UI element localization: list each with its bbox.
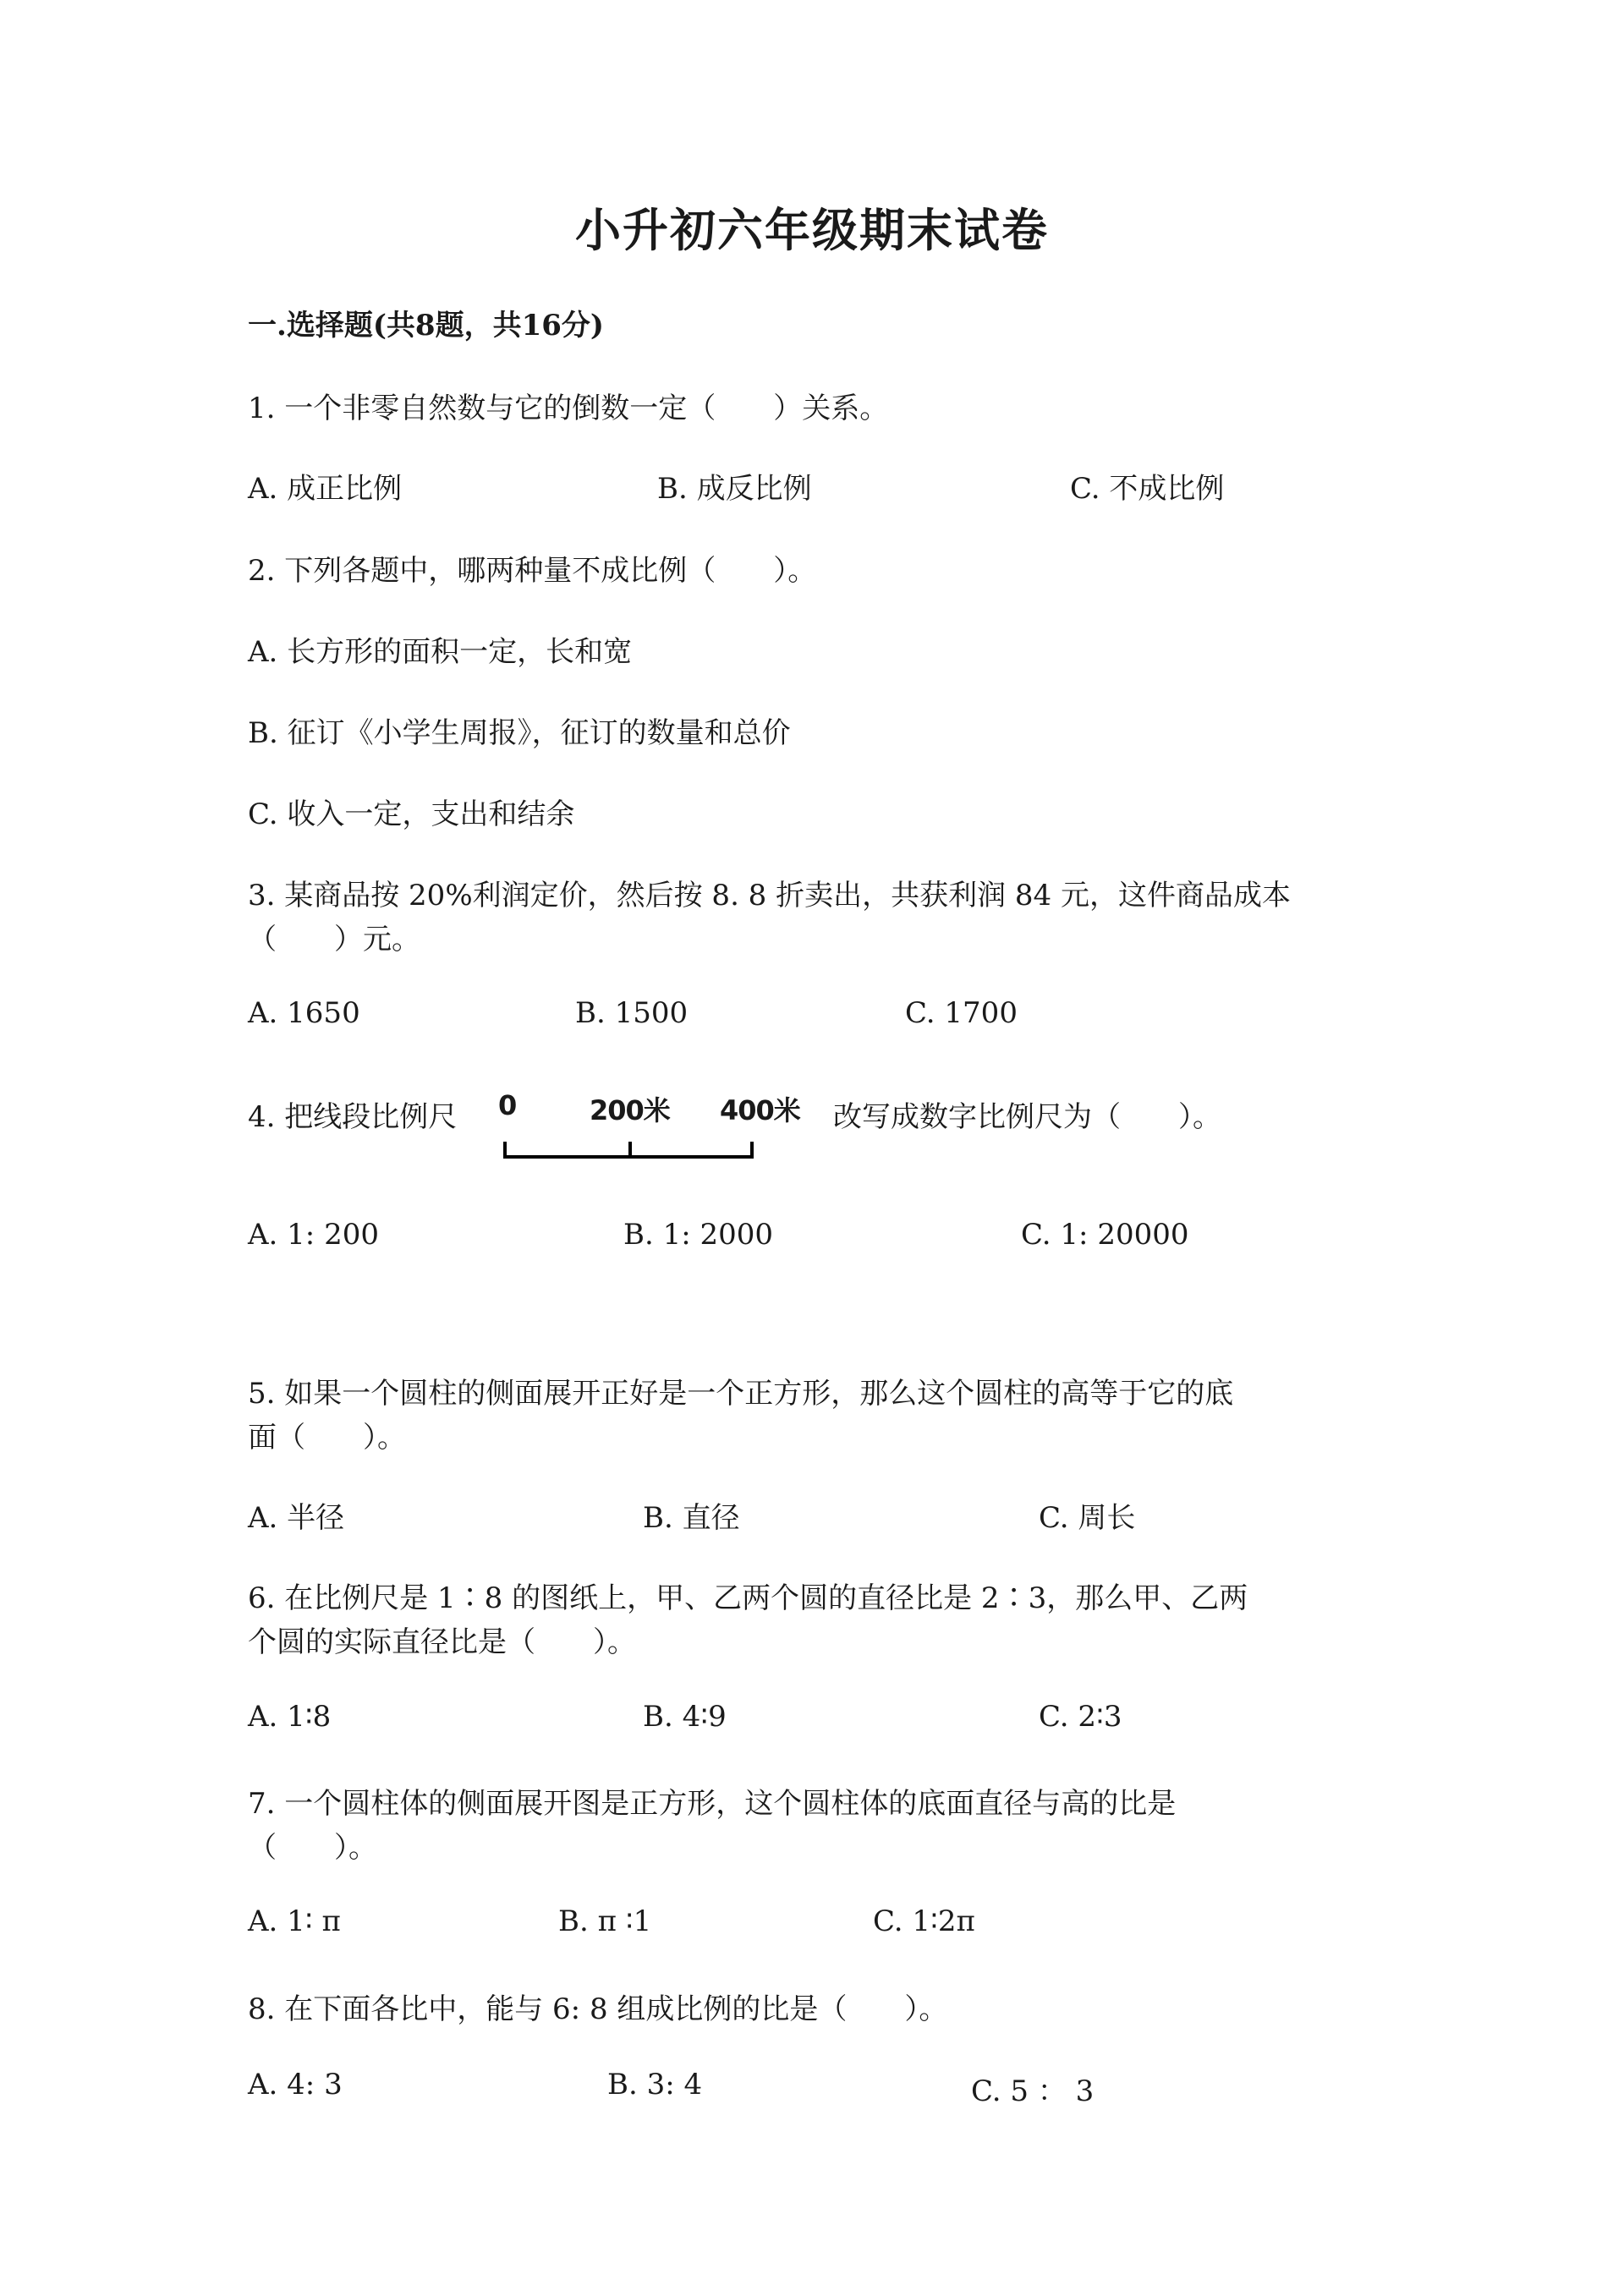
q5-option-a: A. 半径 [248,1501,345,1535]
question-4-suffix: 改写成数字比例尺为（ ）。 [833,1100,1221,1134]
q2-option-c: C. 收入一定，支出和结余 [248,797,575,831]
q1-option-c: C. 不成比例 [1070,472,1225,506]
question-6-line-1: 6. 在比例尺是 1∶8 的图纸上，甲、乙两个圆的直径比是 2∶3，那么甲、乙两 [248,1581,1248,1615]
question-6-line-2: 个圆的实际直径比是（ ）。 [248,1625,636,1659]
q7-option-c: C. 1∶2π [873,1904,975,1938]
question-3-line-1: 3. 某商品按 20%利润定价，然后按 8. 8 折卖出，共获利润 84 元，这件商品成本 [248,879,1291,912]
q2-option-a: A. 长方形的面积一定，长和宽 [248,635,633,669]
question-8: 8. 在下面各比中，能与 6: 8 组成比例的比是（ ）。 [248,1992,948,2026]
scale-label-0: 0 [498,1089,517,1121]
q7-option-b: B. π ∶1 [558,1904,652,1938]
q8-option-a: A. 4: 3 [248,2068,343,2101]
q3-option-a: A. 1650 [248,996,360,1030]
section-heading: 一.选择题(共8题，共16分) [248,309,604,342]
question-2: 2. 下列各题中，哪两种量不成比例（ ）。 [248,554,817,588]
question-5-line-1: 5. 如果一个圆柱的侧面展开正好是一个正方形，那么这个圆柱的高等于它的底 [248,1377,1234,1411]
q7-option-a: A. 1∶ π [248,1904,341,1938]
question-5-line-2: 面（ ）。 [248,1421,406,1455]
question-7-line-2: （ ）。 [248,1831,377,1865]
scale-bar-graphic [495,1089,808,1170]
line-segment-scale [495,1089,808,1170]
question-1: 1. 一个非零自然数与它的倒数一定（ ）关系。 [248,392,889,425]
q5-option-c: C. 周长 [1039,1501,1136,1535]
q3-option-c: C. 1700 [905,996,1018,1030]
q3-option-b: B. 1500 [575,996,689,1030]
q8-option-b: B. 3: 4 [607,2068,703,2101]
question-7-line-1: 7. 一个圆柱体的侧面展开图是正方形，这个圆柱体的底面直径与高的比是 [248,1787,1177,1821]
q4-option-c: C. 1: 20000 [1021,1218,1189,1252]
q6-option-a: A. 1∶8 [248,1700,332,1734]
q1-option-a: A. 成正比例 [248,472,403,506]
q4-option-b: B. 1: 2000 [623,1218,774,1252]
q6-option-c: C. 2∶3 [1039,1700,1122,1734]
scale-label-400: 400米 [720,1094,800,1126]
q8-option-c: C. 5 ： 3 [971,2074,1095,2108]
question-4-prefix: 4. 把线段比例尺 [248,1100,458,1134]
q6-option-b: B. 4∶9 [643,1700,727,1734]
q5-option-b: B. 直径 [643,1501,740,1535]
scale-label-200: 200米 [590,1094,670,1126]
q1-option-b: B. 成反比例 [657,472,812,506]
question-3-line-2: （ ）元。 [248,923,420,956]
q2-option-b: B. 征订《小学生周报》，征订的数量和总价 [248,716,791,750]
q4-option-a: A. 1: 200 [248,1218,379,1252]
page-title: 小升初六年级期末试卷 [575,203,1049,257]
